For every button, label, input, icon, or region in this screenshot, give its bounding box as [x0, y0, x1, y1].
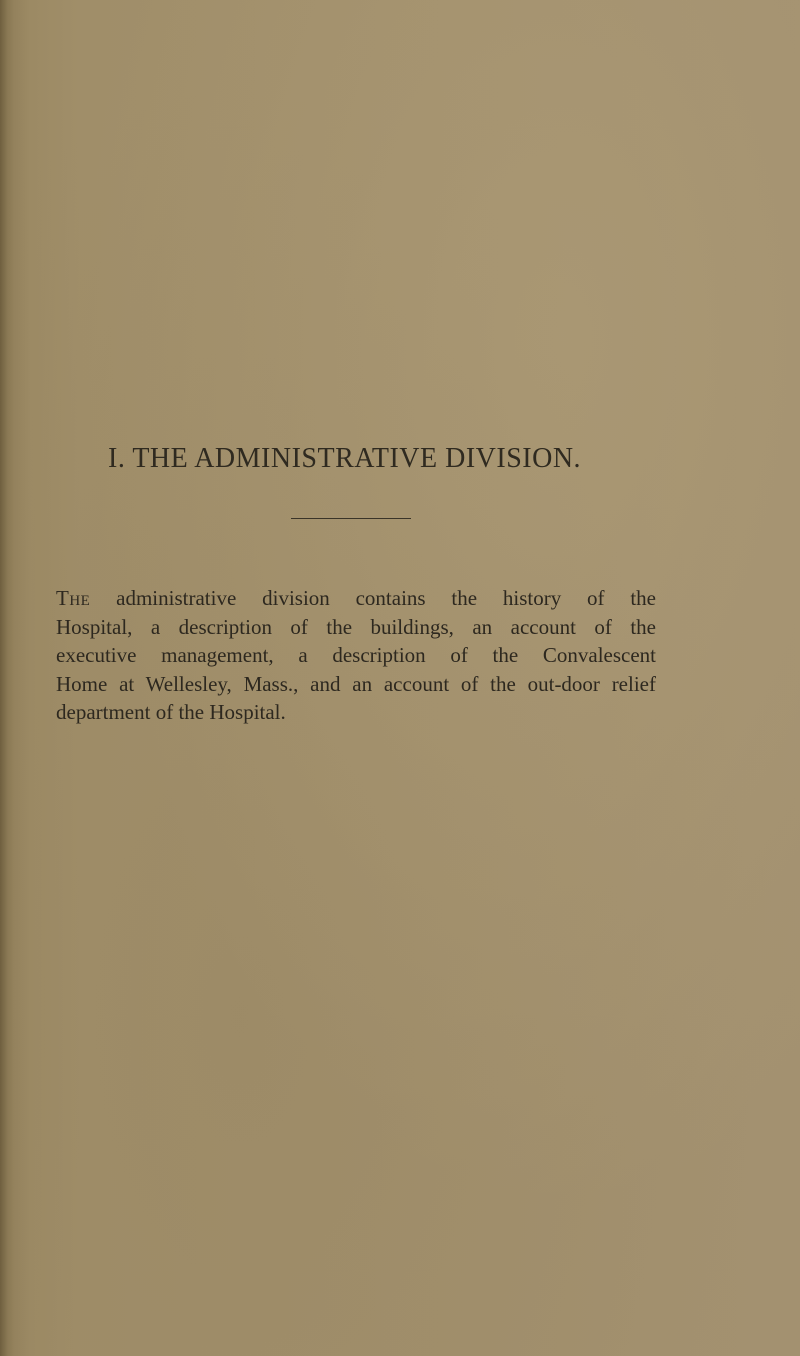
body-paragraph: [56, 584, 656, 727]
section-heading: I. THE ADMINISTRATIVE DIVISION.: [108, 443, 582, 474]
paragraph-line: Home at Wellesley, Mass., and an account of the out-door relief: [56, 671, 656, 696]
paragraph-line: Hospital, a description of the buildings, an account of the: [56, 614, 656, 639]
paragraph-line: department of the Hospital.: [56, 700, 286, 724]
paragraph-line: [56, 584, 656, 613]
paragraph-line-text: administrative division contains the history of the: [116, 586, 657, 610]
paragraph-lead-word: The: [56, 586, 91, 610]
paragraph-line: executive management, a description of the Convalescent: [56, 643, 656, 667]
heading-divider: [291, 518, 411, 519]
page-edge-shadow: [0, 0, 14, 1356]
